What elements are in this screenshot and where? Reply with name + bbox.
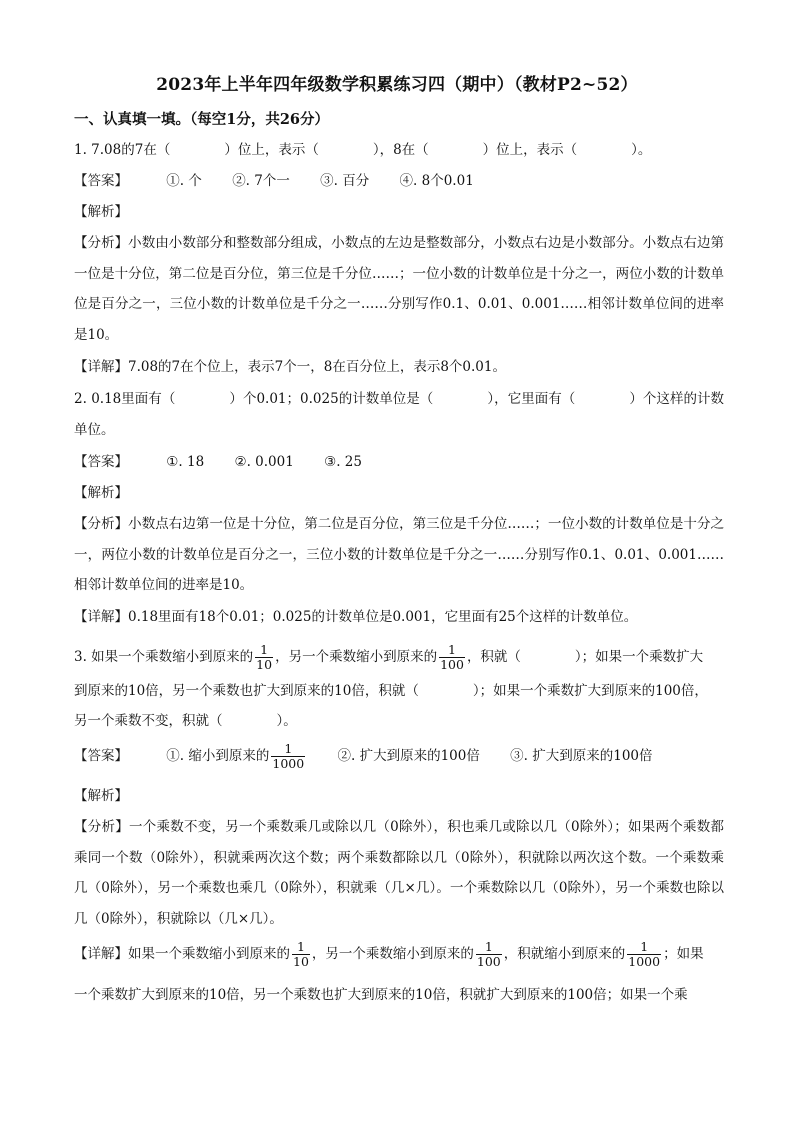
fraction-numerator: 1 (260, 642, 269, 657)
analysis-paragraph: 【分析】小数点右边第一位是十分位，第二位是百分位，第三位是千分位……；一位小数的计数单位是十分之一，两位小数的计数单位是百分之一，三位小数的计数单位是千分之一……分别写作0.1、0.01、0.001……相邻计数单位间的进率是10。 (74, 516, 724, 593)
fraction-denominator: 100 (440, 657, 464, 672)
question-2: 2. 0.18里面有（ ）个0.01；0.025的计数单位是（ ），它里面有（ ）个这样的计数单位。 (74, 391, 724, 438)
analysis-tag: 【解析】 (74, 204, 128, 220)
fraction-numerator: 1 (296, 939, 305, 954)
text-span: ，积就（ ）；如果一个乘数扩大 (466, 649, 704, 665)
answer-item: ①. 个 (166, 173, 202, 189)
question-1: 1. 7.08的7在（ ）位上，表示（ ），8在（ ）位上，表示（ ）。 (74, 142, 652, 158)
text-span: ，另一个乘数缩小到原来的 (275, 649, 438, 665)
fraction (476, 940, 502, 969)
detail-line-1 (74, 940, 724, 969)
answer-item: ②. 7个一 (232, 173, 290, 189)
answer-item: ②. 扩大到原来的100倍 (337, 748, 480, 764)
answer-item: ④. 8个0.01 (399, 173, 474, 189)
text-span: ，积就缩小到原来的 (503, 946, 626, 962)
answer-row-2 (74, 452, 362, 472)
fraction-denominator: 100 (476, 954, 501, 969)
fraction-numerator: 1 (448, 642, 456, 657)
answer-item: ③. 25 (324, 454, 362, 470)
fraction-denominator: 1000 (628, 954, 661, 969)
fraction-denominator: 1000 (272, 756, 305, 771)
text-span: 3. 如果一个乘数缩小到原来的 (74, 649, 254, 665)
fraction-numerator: 1 (284, 741, 293, 756)
answer-tag: 【答案】 (74, 173, 128, 189)
question-3-line-2: 到原来的10倍，另一个乘数也扩大到原来的10倍，积就（ ）；如果一个乘数扩大到原来的100倍， (74, 683, 708, 699)
answer-item: ②. 0.001 (234, 454, 294, 470)
fraction (255, 643, 273, 672)
answer-item: ①. 缩小到原来的 (166, 748, 270, 764)
text-span: 【详解】如果一个乘数缩小到原来的 (74, 946, 290, 962)
analysis-paragraph: 【分析】一个乘数不变，另一个乘数乘几或除以几（0除外），积也乘几或除以几（0除外）；如果两个乘数都乘同一个数（0除外），积就乘两次这个数；两个乘数都除以几（0除外），积就除以两次这个数。一个乘数乘几（0除外），另一个乘数也乘几（0除外），积就乘（几×几）。一个乘数除以几（0除外），另一个乘数也除以几（0除外），积就除以（几×几）。 (74, 819, 724, 927)
text-span: ，另一个乘数缩小到原来的 (311, 946, 474, 962)
analysis-paragraph: 【分析】小数由小数部分和整数部分组成，小数点的左边是整数部分，小数点右边是小数部分。小数点右边第一位是十分位，第二位是百分位，第三位是千分位……；一位小数的计数单位是十分之一，两位小数的计数单位是百分之一，三位小数的计数单位是千分之一……分别写作0.1、0.01、0.001……相邻计数单位间的进率是10。 (74, 235, 724, 343)
fraction-numerator: 1 (640, 939, 649, 954)
question-3-line-1 (74, 643, 724, 672)
analysis-tag: 【解析】 (74, 788, 128, 804)
section-heading: 一、认真填一填。（每空1分，共26分） (74, 111, 330, 128)
page-title: 2023年上半年四年级数学积累练习四（期中）（教材P2~52） (156, 75, 638, 95)
fraction-numerator: 1 (484, 939, 493, 954)
answer-item: ①. 18 (166, 454, 205, 470)
answer-row-3 (74, 742, 653, 771)
answer-item: ③. 百分 (320, 173, 370, 189)
text-span: ；如果 (663, 946, 704, 962)
fraction (292, 940, 310, 969)
detail-paragraph: 【详解】0.18里面有18个0.01；0.025的计数单位是0.001，它里面有25个这样的计数单位。 (74, 609, 638, 625)
detail-paragraph: 【详解】7.08的7在个位上，表示7个一，8在百分位上，表示8个0.01。 (74, 359, 506, 375)
detail-line-2: 一个乘数扩大到原来的10倍，另一个乘数也扩大到原来的10倍，积就扩大到原来的100倍；如果一个乘 (74, 987, 688, 1003)
fraction-denominator: 10 (256, 657, 273, 672)
answer-tag: 【答案】 (74, 748, 128, 764)
answer-row-1 (74, 171, 474, 191)
question-3-line-3: 另一个乘数不变，积就（ ）。 (74, 713, 297, 729)
fraction (627, 940, 661, 969)
answer-tag: 【答案】 (74, 454, 128, 470)
fraction (439, 643, 465, 672)
analysis-tag: 【解析】 (74, 485, 128, 501)
answer-item: ③. 扩大到原来的100倍 (510, 748, 653, 764)
fraction (271, 742, 305, 771)
fraction-denominator: 10 (293, 954, 309, 969)
